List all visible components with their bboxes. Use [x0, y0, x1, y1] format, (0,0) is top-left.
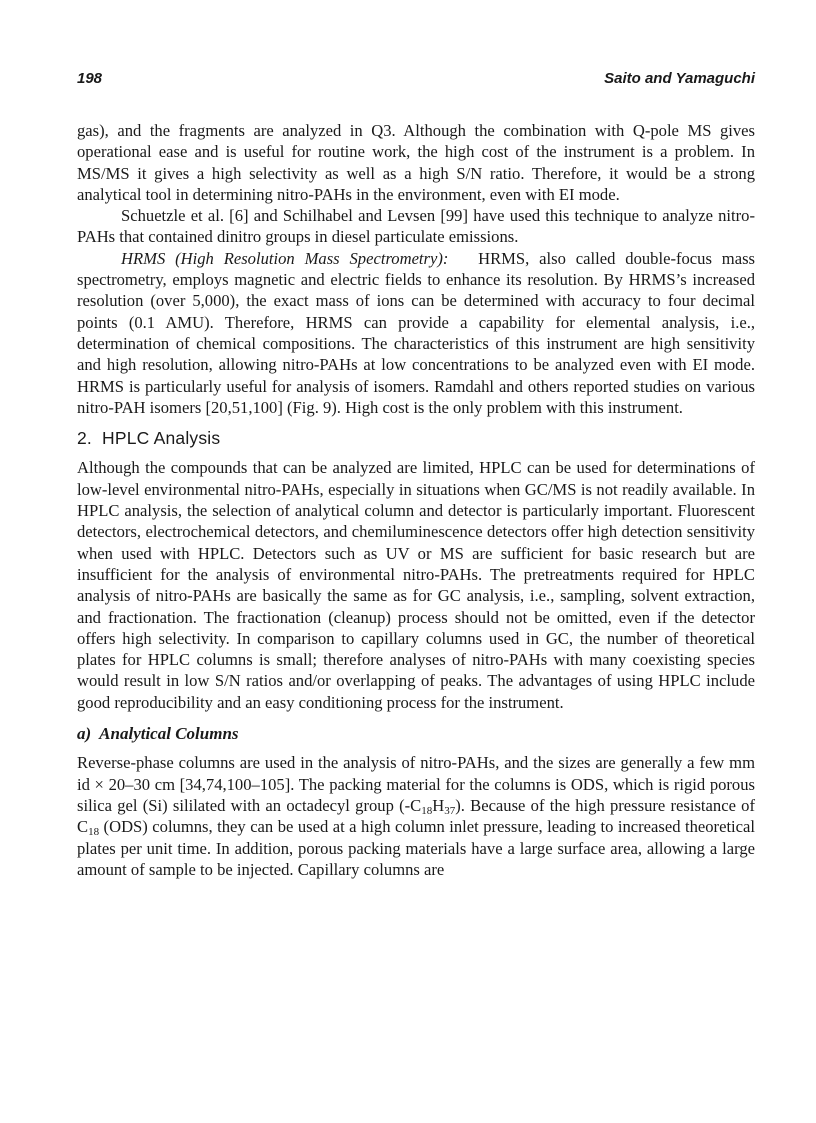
paragraph-ms-ms: gas), and the fragments are analyzed in Q3. Although the combination with Q-pole MS gives operational ease and is useful for routine work, the high cost of the instrument is a problem. In MS/MS it gives a high selectivity as well as a high S/N ratio. Therefore, it would be a strong analytical tool in determining nitro-PAHs in the environment, even with EI mode. [77, 121, 755, 204]
subscript-18: 18 [421, 804, 433, 817]
subsection-title: Analytical Columns [99, 724, 239, 744]
subsection-heading-columns [77, 723, 755, 744]
columns-text-d: (ODS) columns, they can be used at a high column inlet pressure, leading to increased theoretical plates per unit time. In addition, porous packing materials have a large surface area, allowing a large amount of sample to be injected. Capillary columns are [77, 817, 755, 879]
body-text [77, 120, 755, 880]
section-title: HPLC Analysis [102, 428, 221, 449]
hrms-run-in-heading: HRMS (High Resolution Mass Spectrometry): [121, 248, 449, 268]
columns-text-a: Reverse-phase columns are used in the analysis of nitro-PAHs, and the sizes are generally a few mm id × 20–30 cm [34,74,100–105]. The packing material for the columns is ODS, which is rigid porous silica gel (Si) sililated with an octadecyl group (-C [77, 753, 755, 815]
paragraph-analytical-columns [77, 752, 755, 880]
columns-text-c: ). Because of the high pressure resistance of C [77, 795, 755, 837]
columns-text-b: H [432, 795, 445, 815]
page-number: 198 [77, 70, 103, 87]
paragraph-schuetzle [77, 205, 755, 248]
subscript-18-ods: 18 [88, 826, 100, 839]
paragraph-schuetzle-text: Schuetzle et al. [6] and Schilhabel and Levsen [99] have used this technique to analyze nitro-PAHs that contained dinitro groups in diesel particulate emissions. [77, 206, 755, 247]
page-header [77, 64, 755, 90]
section-number: 2. [77, 428, 92, 449]
subscript-37: 37 [444, 804, 456, 817]
paragraph-hplc: Although the compounds that can be analyzed are limited, HPLC can be used for determinations of low-level environmental nitro-PAHs, especially in situations when GC/MS is not readily available. In HPLC analysis, the selection of analytical column and detector is particularly important. Fluorescent detectors, electrochemical detectors, and chemiluminescence detectors offer high detection sensitivity when used with HPLC. Detectors such as UV or MS are sufficient for basic research but are insufficient for the analysis of environmental nitro-PAHs. The pretreatments required for HPLC analysis of nitro-PAHs are basically the same as for GC analysis, i.e., sampling, solvent extraction, and fractionation. The fractionation (cleanup) process should not be omitted, even if the detector offers high selectivity. In comparison to capillary columns used in GC, the number of theoretical plates for HPLC columns is small; therefore analyses of nitro-PAHs with many coexisting species would result in low S/N ratios and/or overlapping of peaks. The advantages of using HPLC include good reproducibility and an easy conditioning process for the instrument. [77, 458, 755, 712]
hrms-text: HRMS, also called double-focus mass spectrometry, employs magnetic and electric fields to enhance its resolution. By HRMS’s increased resolution (over 5,000), the exact mass of ions can be determined with accuracy to four decimal points (0.1 AMU). Therefore, HRMS can provide a capability for elemental analysis, i.e., determination of chemical compositions. The characteristics of this instrument are high sensitivity and high resolution, allowing nitro-PAHs at low concentrations to be analyzed even with EI mode. HRMS is particularly useful for analysis of isomers. Ramdahl and others reported studies on various nitro-PAH isomers [20,51,100] (Fig. 9). High cost is the only problem with this instrument. [77, 248, 755, 417]
running-head-authors: Saito and Yamaguchi [604, 70, 755, 87]
paragraph-hrms [77, 248, 755, 418]
section-heading-hplc [77, 428, 755, 449]
subsection-label: a) [77, 724, 92, 744]
